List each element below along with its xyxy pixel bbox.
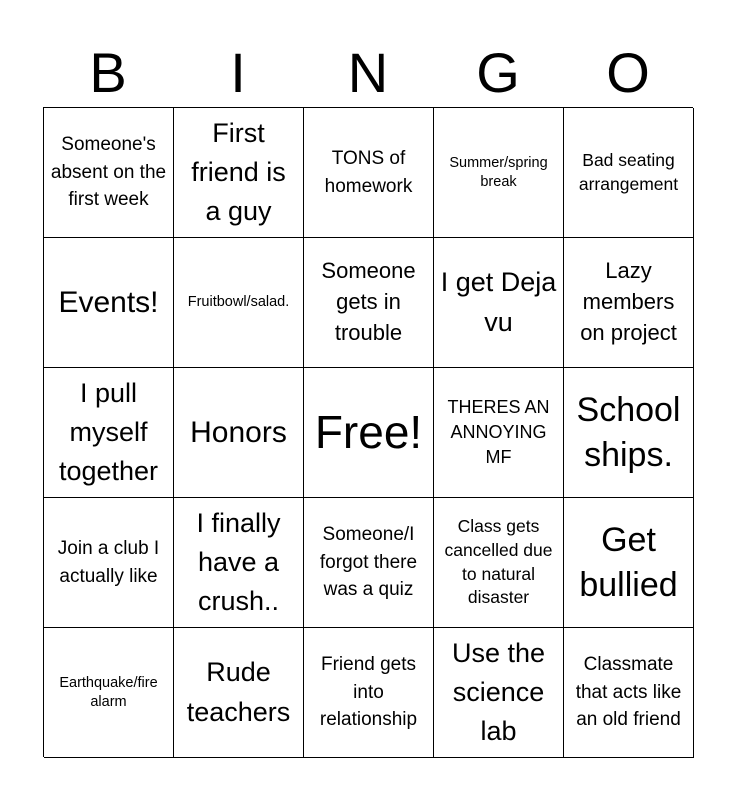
bingo-cell[interactable] — [564, 368, 694, 498]
cell-text: Fruitbowl/salad. — [187, 294, 290, 311]
cell-text: Class gets cancelled due to natural disaster — [444, 516, 553, 608]
bingo-cell[interactable] — [174, 368, 304, 498]
bingo-cell[interactable] — [564, 238, 694, 368]
cell-text: TONS of homework — [324, 147, 413, 197]
cell-text: I get Deja vu — [440, 267, 557, 337]
cell-text: Lazy members on project — [580, 258, 677, 345]
bingo-cell[interactable] — [44, 498, 174, 628]
bingo-cell[interactable] — [174, 238, 304, 368]
bingo-cell[interactable] — [174, 628, 304, 758]
bingo-cell[interactable] — [44, 238, 174, 368]
header-letter-g: G — [476, 41, 520, 104]
bingo-cell[interactable] — [564, 628, 694, 758]
header-letter-b: B — [89, 41, 127, 104]
cell-text: Honors — [190, 415, 287, 449]
bingo-cell[interactable] — [44, 368, 174, 498]
bingo-cell[interactable] — [434, 498, 564, 628]
bingo-cell[interactable] — [434, 238, 564, 368]
cell-text: Get bullied — [579, 521, 678, 604]
bingo-cell[interactable] — [434, 368, 564, 498]
bingo-cell[interactable] — [174, 498, 304, 628]
bingo-cell[interactable] — [304, 628, 434, 758]
cell-text: Friend gets into relationship — [319, 654, 418, 731]
bingo-cell[interactable] — [434, 108, 564, 238]
cell-text: Someone/I forgot there was a quiz — [319, 524, 418, 601]
cell-text: Free! — [314, 406, 423, 459]
cell-text: Classmate that acts like an old friend — [575, 654, 682, 731]
bingo-free-space[interactable] — [304, 368, 434, 498]
bingo-cell[interactable] — [304, 498, 434, 628]
bingo-cell[interactable] — [44, 628, 174, 758]
bingo-cell[interactable] — [44, 108, 174, 238]
cell-text: THERES AN ANNOYING MF — [447, 396, 550, 468]
header-letter-i: I — [230, 41, 246, 104]
bingo-cell[interactable] — [564, 108, 694, 238]
cell-text: First friend is a guy — [191, 117, 286, 227]
bingo-cell[interactable] — [564, 498, 694, 628]
bingo-header — [43, 40, 693, 106]
bingo-cell[interactable] — [304, 238, 434, 368]
cell-text: Someone gets in trouble — [321, 258, 416, 345]
cell-text: Earthquake/fire alarm — [59, 675, 158, 710]
bingo-cell[interactable] — [434, 628, 564, 758]
bingo-cell[interactable] — [304, 108, 434, 238]
cell-text: Events! — [58, 285, 159, 319]
cell-text: Someone's absent on the first week — [50, 134, 167, 211]
cell-text: Summer/spring break — [449, 155, 548, 190]
cell-text: School ships. — [576, 391, 681, 474]
header-letter-o: O — [606, 41, 650, 104]
cell-text: Use the science lab — [451, 637, 546, 747]
cell-text: Bad seating arrangement — [578, 149, 679, 194]
bingo-card-grid — [43, 107, 693, 757]
cell-text: I finally have a crush.. — [196, 507, 281, 617]
bingo-cell[interactable] — [174, 108, 304, 238]
cell-text: Join a club I actually like — [57, 537, 160, 587]
cell-text: I pull myself together — [58, 377, 159, 487]
cell-text: Rude teachers — [186, 657, 291, 727]
header-letter-n: N — [347, 41, 389, 104]
